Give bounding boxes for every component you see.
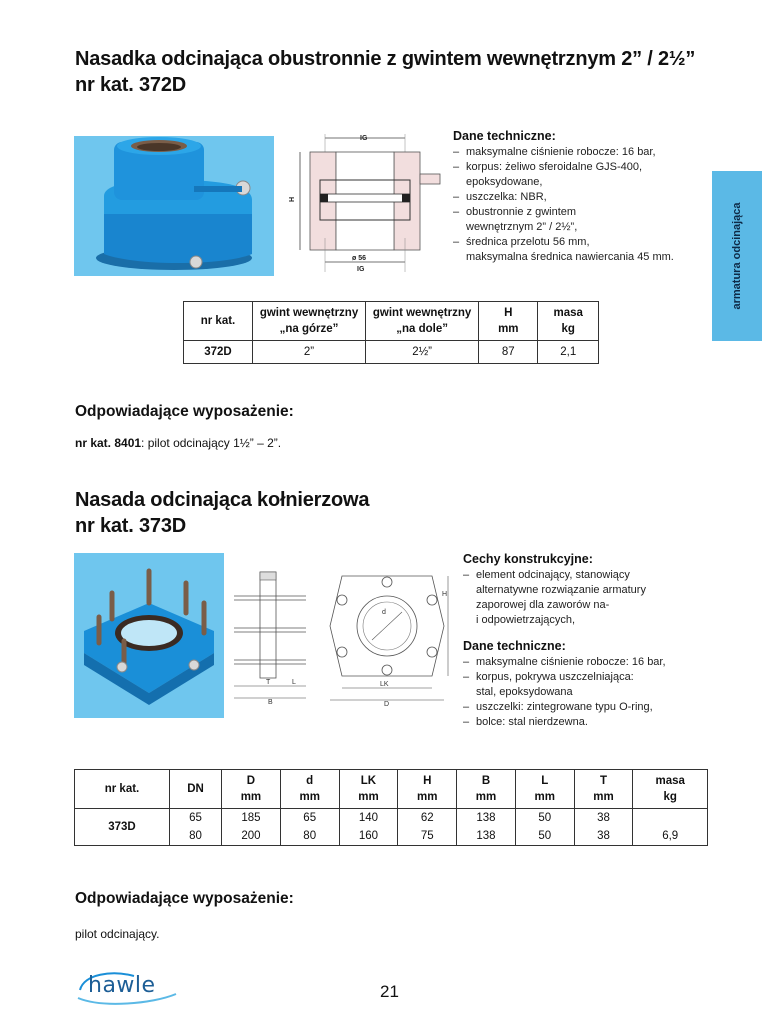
top-view-drawing-373d: [322, 566, 452, 706]
section2-features: [463, 552, 708, 730]
section1-title-line1: Nasadka odcinająca obustronnie z gwintem wewnętrznym 2” / 2½”: [75, 48, 696, 70]
table-373d: [74, 769, 708, 846]
drawing-label-b: B: [268, 699, 273, 706]
drawing-label-l: L: [292, 679, 296, 686]
drawing-label-ig-top: IG: [360, 135, 368, 142]
table-cell: 138: [457, 827, 516, 846]
tech-item: – maksymalne ciśnienie robocze: 16 bar,: [463, 655, 708, 670]
table-cell: 80: [280, 827, 339, 846]
table-cell: 138: [457, 809, 516, 828]
section1-title: [75, 46, 715, 98]
drawing-label-h: H: [442, 591, 448, 598]
section2-title-line2: nr kat. 373D: [75, 515, 186, 537]
section1-tech-list: [453, 145, 703, 265]
table-cell: 6,9: [633, 827, 708, 846]
table-cell: 65: [170, 809, 222, 828]
section2-features-title: Cechy konstrukcyjne:: [463, 552, 593, 566]
table-cell: 2½”: [366, 341, 479, 364]
table-cell: 140: [339, 809, 398, 828]
hawle-logo: [72, 968, 182, 1008]
table-header-row: [75, 770, 708, 809]
col-header: gwint wewnętrzny „na górze”: [252, 302, 365, 341]
tech-item: – korpus: żeliwo sferoidalne GJS-400, epoksydowane,: [453, 160, 703, 190]
side-view-drawing-373d: [230, 566, 310, 706]
table-cell: 372D: [184, 341, 253, 364]
col-header: nr kat.: [75, 770, 170, 809]
section2-accessories-title: Odpowiadające wyposażenie:: [75, 890, 294, 907]
section2-title: [75, 487, 675, 539]
section1-accessories: [75, 436, 281, 450]
table-row: [75, 827, 708, 846]
drawing-label-lk: LK: [380, 681, 389, 688]
section2-features-list: [463, 568, 708, 628]
section1-title-line2: nr kat. 372D: [75, 74, 186, 96]
section2-tech-list: [463, 655, 708, 730]
tech-item: – korpus, pokrywa uszczelniająca: stal, epoksydowana: [463, 670, 708, 700]
feature-item: – element odcinający, stanowiący alternatywne rozwiązanie armatury zaporowej dla zaworów na- i odpowietrzających,: [463, 568, 708, 628]
section2-accessories: pilot odcinający.: [75, 927, 160, 941]
table-cell: [633, 809, 708, 828]
table-cell: 50: [515, 809, 574, 828]
technical-drawing-372d: [290, 130, 450, 276]
table-372d: [183, 301, 599, 364]
table-cell: 38: [574, 809, 633, 828]
table-row: [75, 809, 708, 828]
col-header: d mm: [280, 770, 339, 809]
table-row: [184, 341, 599, 364]
col-header: L mm: [515, 770, 574, 809]
section1-tech-title: Dane techniczne:: [453, 129, 556, 143]
col-header: nr kat.: [184, 302, 253, 341]
accessory-description: : pilot odcinający 1½” – 2”.: [141, 436, 282, 450]
section2-tech-title: Dane techniczne:: [463, 639, 566, 653]
table-header-row: [184, 302, 599, 341]
tech-item: – bolce: stal nierdzewna.: [463, 715, 708, 730]
page-number: 21: [380, 982, 399, 1001]
col-header: DN: [170, 770, 222, 809]
col-header: LK mm: [339, 770, 398, 809]
section1-tech-data: [453, 129, 703, 265]
section1-accessories-title: Odpowiadające wyposażenie:: [75, 403, 294, 420]
col-header: T mm: [574, 770, 633, 809]
table-cell: 50: [515, 827, 574, 846]
drawing-label-ig-bottom: IG: [357, 266, 365, 273]
table-cell: 2”: [252, 341, 365, 364]
product-photo-372d: [74, 136, 274, 276]
table-cell: 65: [280, 809, 339, 828]
col-header: B mm: [457, 770, 516, 809]
table-cell: 38: [574, 827, 633, 846]
tech-item: – uszczelka: NBR,: [453, 190, 703, 205]
col-header: masa kg: [538, 302, 599, 341]
tech-item: – uszczelki: zintegrowane typu O-ring,: [463, 700, 708, 715]
table-cell: 2,1: [538, 341, 599, 364]
table-cell: 373D: [75, 809, 170, 846]
col-header: gwint wewnętrzny „na dole”: [366, 302, 479, 341]
col-header: H mm: [479, 302, 538, 341]
col-header: masa kg: [633, 770, 708, 809]
drawing-label-d-large: D: [384, 701, 390, 708]
table-cell: 87: [479, 341, 538, 364]
drawing-label-d-small: d: [382, 609, 386, 616]
tech-item: – maksymalne ciśnienie robocze: 16 bar,: [453, 145, 703, 160]
table-cell: 75: [398, 827, 457, 846]
drawing-label-t: T: [266, 679, 271, 686]
product-photo-373d: [74, 553, 224, 718]
side-tab: [712, 171, 762, 341]
logo-text: hawle: [88, 973, 156, 998]
section2-title-line1: Nasada odcinająca kołnierzowa: [75, 489, 370, 511]
table-cell: 160: [339, 827, 398, 846]
col-header: D mm: [222, 770, 281, 809]
drawing-label-diameter: ø 56: [352, 255, 367, 262]
drawing-label-h: H: [289, 196, 296, 202]
table-cell: 200: [222, 827, 281, 846]
side-tab-label: armatura odcinająca: [731, 202, 743, 310]
table-cell: 80: [170, 827, 222, 846]
col-header: H mm: [398, 770, 457, 809]
table-cell: 185: [222, 809, 281, 828]
table-cell: 62: [398, 809, 457, 828]
tech-item: – średnica przelotu 56 mm, maksymalna średnica nawiercania 45 mm.: [453, 235, 703, 265]
accessory-catalog-number: nr kat. 8401: [75, 436, 142, 450]
tech-item: – obustronnie z gwintem wewnętrznym 2” / 2½”,: [453, 205, 703, 235]
